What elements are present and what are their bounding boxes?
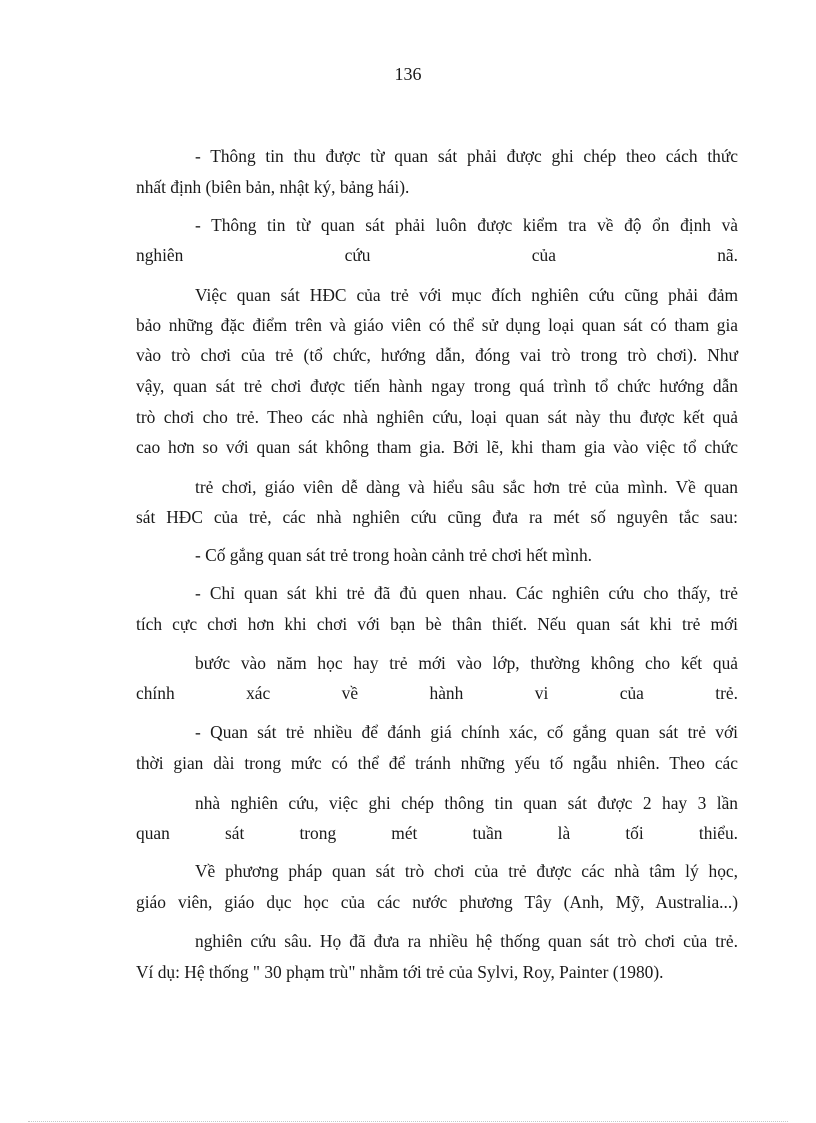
- text-line: quan sát trong mét tuần là tối thiểu.: [136, 823, 738, 843]
- text-line: giáo viên, giáo dục học của các nước phương Tây (Anh, Mỹ, Australia...): [136, 892, 738, 912]
- text-line: trẻ chơi, giáo viên dễ dàng và hiểu sâu sắc hơn trẻ của mình. Về quan: [195, 477, 738, 497]
- text-line: nghiên cứu sâu. Họ đã đưa ra nhiều hệ thống quan sát trò chơi của trẻ.: [195, 931, 738, 951]
- text-line: chính xác về hành vi của trẻ.: [136, 683, 738, 703]
- text-line: thời gian dài trong mức có thể để tránh những yếu tố ngẫu nhiên. Theo các: [136, 753, 738, 773]
- text-line: - Thông tin thu được từ quan sát phải được ghi chép theo cách thức: [195, 146, 738, 166]
- text-line: vậy, quan sát trẻ chơi được tiến hành ngay trong quá trình tổ chức hướng dẫn: [136, 376, 738, 396]
- text-line: - Cố gắng quan sát trẻ trong hoàn cảnh trẻ chơi hết mình.: [195, 545, 592, 565]
- text-line: bảo những đặc điểm trên và giáo viên có thể sử dụng loại quan sát có tham gia: [136, 315, 738, 335]
- text-line: Ví dụ: Hệ thống " 30 phạm trù" nhằm tới trẻ của Sylvi, Roy, Painter (1980).: [136, 962, 664, 982]
- text-line: - Chỉ quan sát khi trẻ đã đủ quen nhau. Các nghiên cứu cho thấy, trẻ: [195, 583, 738, 603]
- text-line: nhất định (biên bản, nhật ký, bảng hái).: [136, 177, 410, 197]
- text-line: cao hơn so với quan sát không tham gia. Bởi lẽ, khi tham gia vào việc tổ chức: [136, 437, 738, 457]
- text-line: sát HĐC của trẻ, các nhà nghiên cứu cũng đưa ra mét số nguyên tắc sau:: [136, 507, 738, 527]
- text-line: nhà nghiên cứu, việc ghi chép thông tin quan sát được 2 hay 3 lần: [195, 793, 738, 813]
- text-line: trò chơi cho trẻ. Theo các nhà nghiên cứu, loại quan sát này thu được kết quả: [136, 407, 738, 427]
- page-number: 136: [394, 64, 422, 84]
- text-line: Việc quan sát HĐC của trẻ với mục đích nghiên cứu cũng phải đảm: [195, 285, 738, 305]
- text-line: bước vào năm học hay trẻ mới vào lớp, thường không cho kết quả: [195, 653, 738, 673]
- text-line: vào trò chơi của trẻ (tổ chức, hướng dẫn, đóng vai trò trong trò chơi). Như: [136, 345, 738, 365]
- text-line: nghiên cứu của nã.: [136, 245, 738, 265]
- text-line: - Quan sát trẻ nhiều để đánh giá chính xác, cố gắng quan sát trẻ với: [195, 722, 738, 742]
- text-line: - Thông tin từ quan sát phải luôn được kiểm tra về độ ổn định và: [195, 215, 738, 235]
- text-line: Về phương pháp quan sát trò chơi của trẻ được các nhà tâm lý học,: [195, 861, 738, 881]
- text-line: tích cực chơi hơn khi chơi với bạn bè thân thiết. Nếu quan sát khi trẻ mới: [136, 614, 738, 634]
- page-bottom-border: [28, 1121, 788, 1122]
